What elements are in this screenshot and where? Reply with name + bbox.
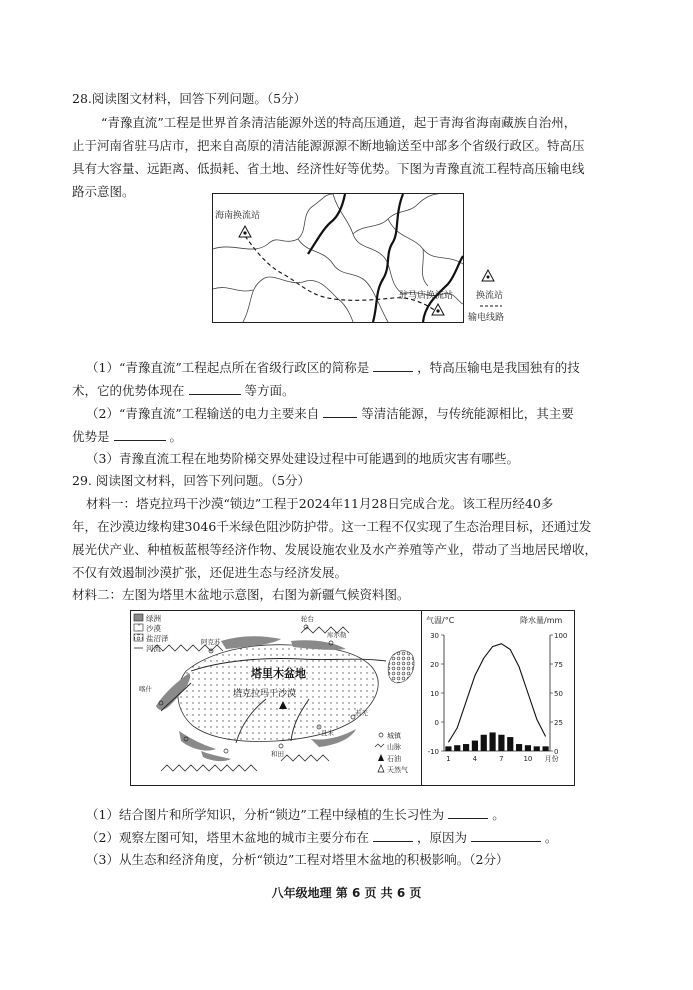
town-qiemo: 且末: [321, 729, 334, 737]
chart-line-temp: [448, 644, 545, 743]
label-hainan-station: 海南换流站: [215, 211, 261, 221]
q29-sub2-text-c: 。: [544, 830, 558, 845]
legend-river: 河流: [146, 644, 161, 653]
legend-oil: 石油: [387, 755, 401, 763]
q28-para-4: 路示意图。: [72, 184, 135, 199]
q29-sub2-location-blank[interactable]: [373, 829, 413, 842]
chart-tick-label-right: 25: [554, 719, 563, 727]
town-aksu: 阿克苏: [201, 638, 221, 646]
q28-sub1-line2: [72, 382, 295, 399]
chart-bar-precip: [481, 735, 487, 751]
label-zhumadian-station: 驻马店换流站: [399, 291, 454, 301]
q28-sub1-line1: [86, 359, 580, 376]
chart-tick-label-x: 10: [523, 755, 533, 763]
legend-desert: 沙漠: [146, 624, 161, 633]
basin-label: 塔里木盆地: [251, 667, 306, 680]
q28-sub2-text-a: （2）“青豫直流”工程输送的电力主要来自: [86, 406, 320, 421]
legend-salt-marsh: 盐沼泽: [146, 634, 169, 643]
q29-sub1-text-a: （1）结合图片和所学知识，分析“锁边”工程中绿植的生长习性为: [86, 807, 445, 822]
chart-tick-label-right: 75: [554, 661, 563, 669]
q28-sub3: （3）青豫直流工程在地势阶梯交界处建设过程中可能遇到的地质灾害有哪些。: [86, 451, 519, 466]
legend-gas: 天然气: [387, 766, 408, 774]
q29-sub2-text-a: （2）观察左图可知，塔里木盆地的城市主要分布在: [86, 830, 369, 845]
chart-tick-label-right: 100: [554, 632, 568, 640]
q28-sub1-advantage-blank[interactable]: [189, 382, 241, 395]
chart-bar-precip: [507, 737, 513, 751]
page-footer: 八年级地理 第 6 页 共 6 页: [271, 886, 422, 900]
chart-bar-precip: [498, 735, 504, 751]
tarim-legend: [134, 613, 169, 653]
q28-sub2-line1: [86, 405, 574, 422]
q29-material2: 材料二：左图为塔里木盆地示意图，右图为新疆气候资料图。: [72, 587, 410, 602]
chart-tick-label-left: 20: [430, 661, 439, 669]
q28-para-3: 具有大容量、远距离、低损耗、省土地、经济性好等优势。下图为青豫直流工程特高压输电线: [72, 161, 585, 176]
climate-chart-svg: [422, 611, 574, 785]
q28-sub2-text-d: 。: [169, 429, 182, 444]
chart-bar-precip: [454, 745, 460, 751]
town-hotan: 和田: [271, 750, 284, 758]
q28-sub2-benefit-blank[interactable]: [114, 428, 166, 441]
q28-sub1-text-a: （1）“青豫直流”工程起点所在省级行政区的简称是: [86, 360, 370, 375]
tarim-legend-2: [375, 731, 408, 774]
q29-sub2-text-b: ，原因为: [416, 830, 467, 845]
chart-bar-precip: [525, 745, 531, 751]
chart-xlabel: 月份: [544, 755, 559, 763]
chart-bar-precip: [534, 746, 540, 751]
q28-sub2-energy-blank[interactable]: [323, 405, 357, 418]
q28-para-1: “青豫直流”工程是世界首条清洁能源外送的特高压通道，起于青海省海南藏族自治州，: [101, 115, 577, 130]
q28-sub2-text-b: 等清洁能源，与传统能源相比，其主要: [361, 406, 574, 421]
q29-sub1-text-b: 。: [492, 807, 505, 822]
desert-label: 塔克拉玛干沙漠: [233, 689, 297, 699]
chart-bar-precip: [516, 744, 522, 751]
legend-mountain: 山脉: [387, 743, 401, 751]
q29-sub3: （3）从生态和经济角度，分析“锁边”工程对塔里木盆地的积极影响。（2分）: [86, 852, 509, 867]
q29-para-2: 年，在沙漠边缘构建3046千米绿色阻沙防护带。这一工程不仅实现了生态治理目标，还通过发: [72, 519, 592, 534]
chart-tick-label-x: 7: [499, 755, 504, 763]
chart-bar-precip: [463, 744, 469, 751]
chart-bar-precip: [542, 746, 548, 751]
legend-town: 城镇: [387, 732, 401, 740]
chart-tick-label-left: 30: [430, 632, 439, 640]
q29-para-3: 展光伏产业、种植板蓝根等经济作物、发展设施农业及水产养殖等产业，带动了当地居民增收，: [72, 542, 598, 557]
tarim-basin-map: [130, 610, 422, 786]
q28-para-2: 止于河南省驻马店市，把来自高原的清洁能源源源不断地输送至中部多个省级行政区。特高压: [72, 138, 585, 153]
station-icon-start: [239, 226, 251, 237]
chart-bar-precip: [445, 746, 451, 751]
chart-ylabel-left: 气温/°C: [426, 616, 455, 625]
chart-ylabel-right: 降水量/mm: [520, 616, 563, 625]
q29-sub1-answer-blank[interactable]: [448, 806, 488, 819]
q28-sub1-answer-blank[interactable]: [373, 359, 413, 372]
q28-heading: 28.阅读图文材料，回答下列问题。（5分）: [72, 91, 307, 106]
chart-bar-precip: [489, 732, 495, 751]
chart-tick-label-x: 4: [472, 755, 478, 763]
legend-station-label: 换流站: [476, 291, 504, 301]
q28-sub2-text-c: 优势是: [72, 429, 110, 444]
q28-sub1-text-b: ，特高压输电是我国独有的技: [417, 360, 580, 375]
chart-tick-label-x: 1: [446, 755, 451, 763]
town-korla: 库尔勒: [327, 631, 347, 639]
legend-line-label: 输电线路: [468, 313, 505, 323]
chart-tick-label-left: -10: [427, 748, 439, 756]
q28-sub2-line2: [72, 428, 182, 445]
chart-bar-precip: [472, 741, 478, 751]
q29-para-4: 不仅有效遏制沙漠扩张，还促进生态与经济发展。: [72, 565, 348, 580]
q28-sub1-text-c: 术，它的优势体现在: [72, 383, 185, 398]
q29-sub2-reason-blank[interactable]: [471, 829, 541, 842]
q29-para-1: 材料一：塔克拉玛干沙漠“锁边”工程于2024年11月28日完成合龙。该工程历经40多: [86, 496, 554, 511]
town-luntai: 轮台: [301, 615, 314, 623]
q28-sub1-text-d: 等方面。: [244, 383, 295, 398]
q29-sub1: [86, 806, 505, 823]
town-ruoqiang: 若羌: [355, 709, 368, 717]
chart-tick-label-right: 0: [554, 748, 559, 756]
q29-sub2: [86, 829, 557, 846]
power-line-map: [212, 193, 464, 323]
map1-legend: [468, 268, 544, 328]
power-line-map-svg: [213, 194, 463, 322]
q29-heading: 29. 阅读图文材料，回答下列问题。（5分）: [72, 473, 311, 488]
tarim-basin-map-svg: [131, 611, 421, 785]
legend-oasis: 绿洲: [146, 614, 161, 623]
town-kashgar: 喀什: [139, 685, 152, 693]
chart-tick-label-right: 50: [554, 690, 563, 698]
chart-tick-label-left: 10: [430, 690, 439, 698]
climate-chart: [422, 610, 575, 786]
chart-tick-label-left: 0: [434, 719, 439, 727]
